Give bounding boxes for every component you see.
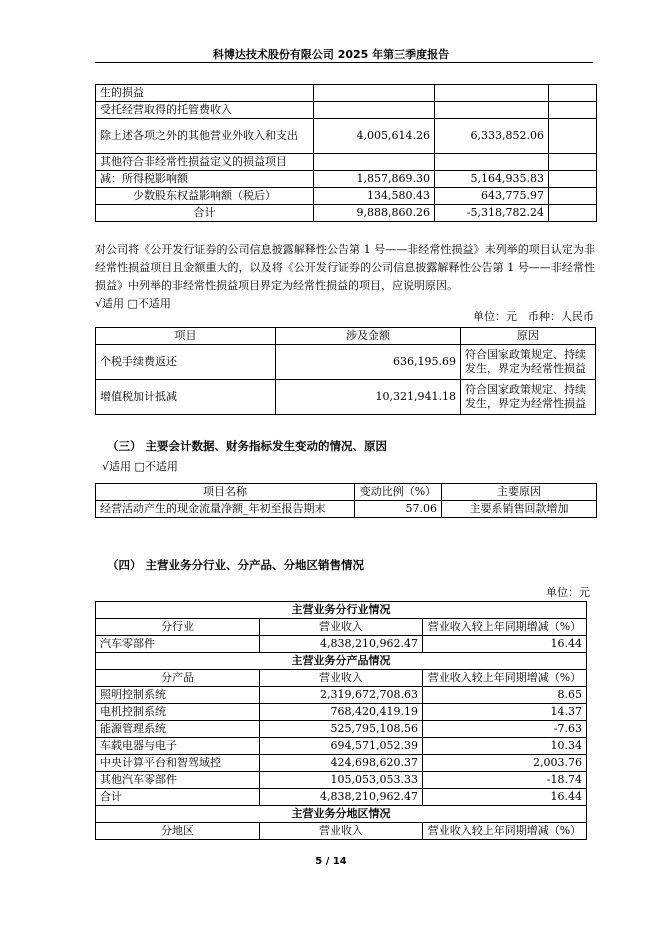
table-row — [96, 687, 587, 704]
column-header: 营业收入 — [260, 619, 423, 636]
cell-value — [314, 154, 435, 171]
table-row — [96, 171, 597, 188]
cell-value — [314, 85, 435, 102]
page-header: 科博达技术股份有限公司 2025 年第三季度报告 — [212, 48, 450, 61]
table-header-row — [96, 619, 587, 636]
table-row — [96, 636, 587, 653]
table-header-row — [96, 823, 587, 840]
cell-reason: 主要系销售回款增加 — [442, 501, 597, 518]
row-label: 个税手续费返还 — [96, 345, 276, 380]
table-row — [96, 119, 597, 154]
table-section-row — [96, 653, 587, 670]
table-section-row — [96, 806, 587, 823]
nonrecurring-table — [95, 84, 597, 222]
cell-value: -7.63 — [423, 721, 587, 738]
column-header: 分行业 — [96, 619, 260, 636]
table-row — [96, 704, 587, 721]
recurring-items-table — [95, 327, 596, 415]
cell-value: -18.74 — [423, 772, 587, 789]
table-row — [96, 501, 597, 518]
industry-section-title: 主营业务分行业情况 — [96, 602, 587, 619]
cell-value: 16.44 — [423, 636, 587, 653]
row-label: 经营活动产生的现金流量净额_年初至报告期末 — [96, 501, 355, 518]
cell-value: 424,698,620.37 — [260, 755, 423, 772]
table-row — [96, 755, 587, 772]
column-header: 营业收入较上年同期增减（%） — [423, 670, 587, 687]
cell-value: 10.34 — [423, 738, 587, 755]
cell-value: 1,857,869.30 — [314, 171, 435, 188]
section-4-unit: 单位：元 — [546, 586, 590, 599]
cell-value: 525,795,108.56 — [260, 721, 423, 738]
row-label: 除上述各项之外的其他营业外收入和支出 — [96, 119, 314, 154]
column-header: 主要原因 — [442, 484, 597, 501]
table-row — [96, 721, 587, 738]
table-header-row — [96, 670, 587, 687]
table-row — [96, 154, 597, 171]
cell-value: 105,053,053.33 — [260, 772, 423, 789]
row-label: 能源管理系统 — [96, 721, 260, 738]
cell-value: 14.37 — [423, 704, 587, 721]
row-label: 减：所得税影响额 — [96, 171, 314, 188]
page-number: 5 / 14 — [315, 856, 347, 867]
row-label: 合计 — [96, 205, 314, 222]
cell-value: 4,005,614.26 — [314, 119, 435, 154]
column-header: 原因 — [461, 328, 596, 345]
cell-value: -5,318,782.24 — [435, 205, 549, 222]
column-header: 分产品 — [96, 670, 260, 687]
applicability-check: √适用 □不适用 — [95, 297, 171, 310]
table-row — [96, 380, 596, 415]
column-header: 分地区 — [96, 823, 260, 840]
cell-value: 10,321,941.18 — [276, 380, 461, 415]
row-label: 中央计算平台和智驾域控 — [96, 755, 260, 772]
cell-value — [435, 102, 549, 119]
cell-value: 9,888,860.26 — [314, 205, 435, 222]
cell-value: 16.44 — [423, 789, 587, 806]
row-label: 合计 — [96, 789, 260, 806]
cell-value: 694,571,052.39 — [260, 738, 423, 755]
cell-value: 4,838,210,962.47 — [260, 636, 423, 653]
cell-value: 57.06 — [355, 501, 442, 518]
explanation-paragraph: 对公司将《公开发行证券的公司信息披露解释性公告第 1 号——非经常性损益》未列举的项目认定为非经常性损益项目且金额重大的，以及将《公开发行证券的公司信息披露解释性公告第 1 号——非经常性损益》中列举的非经常性损益项目界定为经常性损益的项目，应说明原因。 — [95, 243, 595, 292]
cell-value: 636,195.69 — [276, 345, 461, 380]
table-section-row — [96, 602, 587, 619]
cell-value: 6,333,852.06 — [435, 119, 549, 154]
cell-value: 5,164,935.83 — [435, 171, 549, 188]
table-row — [96, 789, 587, 806]
cell-reason: 符合国家政策规定、持续发生，界定为经常性损益 — [461, 380, 596, 415]
product-section-title: 主营业务分产品情况 — [96, 653, 587, 670]
table-row — [96, 85, 597, 102]
column-header: 变动比例（%） — [355, 484, 442, 501]
changes-table — [95, 483, 597, 518]
row-label: 车载电器与电子 — [96, 738, 260, 755]
cell-value: 8.65 — [423, 687, 587, 704]
section-4-title: （四） 主营业务分行业、分产品、分地区销售情况 — [107, 558, 365, 572]
column-header: 营业收入较上年同期增减（%） — [423, 619, 587, 636]
cell-value: 643,775.97 — [435, 188, 549, 205]
cell-value — [435, 154, 549, 171]
table-row — [96, 738, 587, 755]
row-label: 生的损益 — [96, 85, 314, 102]
cell-value: 134,580.43 — [314, 188, 435, 205]
column-header: 营业收入较上年同期增减（%） — [423, 823, 587, 840]
column-header: 项目 — [96, 328, 276, 345]
table-row — [96, 772, 587, 789]
table-row — [96, 345, 596, 380]
section-3-check: √适用 □不适用 — [102, 460, 178, 473]
column-header: 涉及金额 — [276, 328, 461, 345]
cell-value: 768,420,419.19 — [260, 704, 423, 721]
row-label: 其他汽车零部件 — [96, 772, 260, 789]
column-header: 项目名称 — [96, 484, 355, 501]
row-label: 电机控制系统 — [96, 704, 260, 721]
row-label: 照明控制系统 — [96, 687, 260, 704]
cell-value: 4,838,210,962.47 — [260, 789, 423, 806]
table-row — [96, 205, 597, 222]
cell-value — [314, 102, 435, 119]
row-label: 其他符合非经常性损益定义的损益项目 — [96, 154, 314, 171]
cell-value: 2,003.76 — [423, 755, 587, 772]
section-3-title: （三） 主要会计数据、财务指标发生变动的情况、原因 — [107, 439, 388, 453]
cell-reason: 符合国家政策规定、持续发生，界定为经常性损益 — [461, 345, 596, 380]
row-label: 汽车零部件 — [96, 636, 260, 653]
segment-sales-table — [95, 601, 587, 840]
table-row — [96, 188, 597, 205]
cell-value — [435, 85, 549, 102]
row-label: 增值税加计抵减 — [96, 380, 276, 415]
region-section-title: 主营业务分地区情况 — [96, 806, 587, 823]
unit-label: 单位：元 币种：人民币 — [473, 310, 594, 323]
cell-value: 2,319,672,708.63 — [260, 687, 423, 704]
table-row — [96, 102, 597, 119]
column-header: 营业收入 — [260, 823, 423, 840]
column-header: 营业收入 — [260, 670, 423, 687]
table-header-row — [96, 328, 596, 345]
table-header-row — [96, 484, 597, 501]
row-label: 少数股东权益影响额（税后） — [96, 188, 314, 205]
header-divider — [95, 62, 593, 63]
row-label: 受托经营取得的托管费收入 — [96, 102, 314, 119]
